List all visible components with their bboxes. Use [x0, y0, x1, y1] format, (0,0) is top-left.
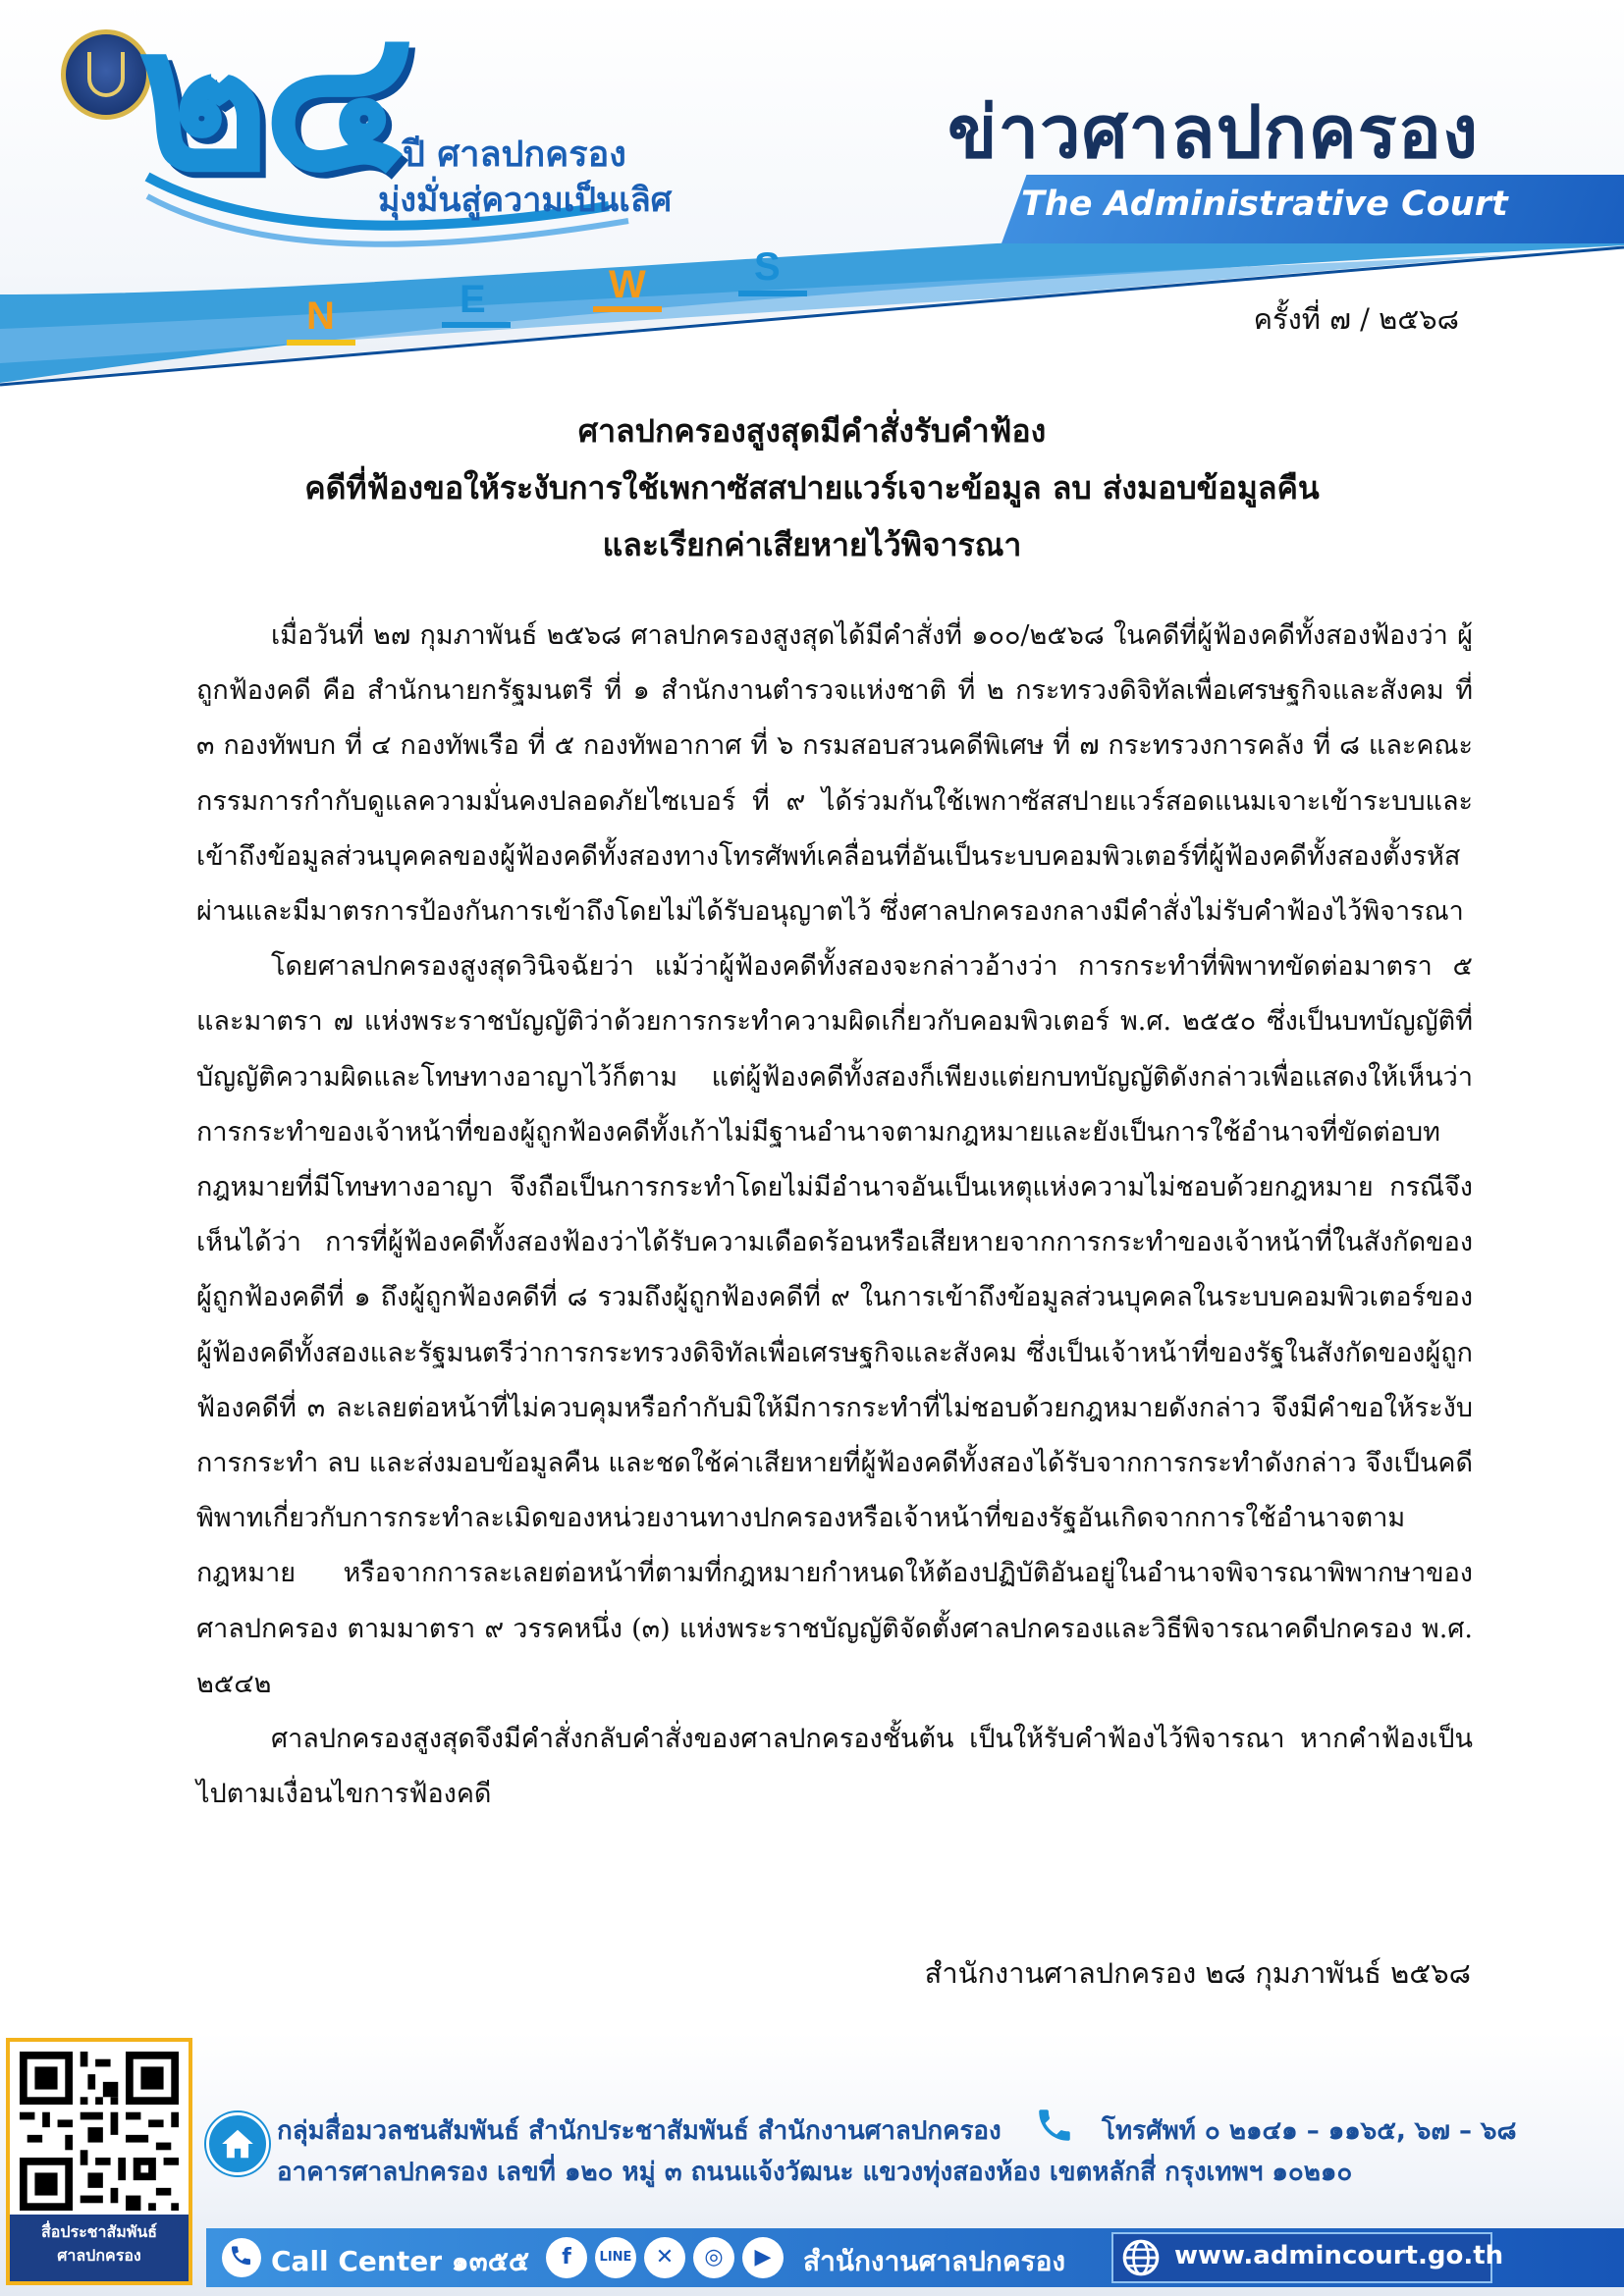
newsletter-title-th: ข่าวศาลปกครอง [947, 90, 1480, 175]
title-line: ศาลปกครองสูงสุดมีคำสั่งรับคำฟ้อง [577, 412, 1047, 450]
anniversary-line1: ปี ศาลปกครอง [403, 134, 626, 175]
contact-phone: โทรศัพท์ ๐ ๒๑๔๑ – ๑๑๖๕, ๖๗ – ๖๘ [1102, 2116, 1517, 2146]
body-paragraph: เมื่อวันที่ ๒๗ กุมภาพันธ์ ๒๕๖๘ ศาลปกครองสูงสุดได้มีคำสั่งที่ ๑๐๐/๒๕๖๘ ในคดีที่ผู้ฟ้องคดีทั้งสองฟ้องว่า ผู้ถูกฟ้องคดี คือ สำนักนายกรัฐมนตรี ที่ ๑ สำนักงานตำรวจแห่งชาติ ที่ ๒ กระทรวงดิจิทัลเพื่อเศรษฐกิจและสังคม ที่ ๓ กองทัพบก ที่ ๔ กองทัพเรือ ที่ ๕ กองทัพอากาศ ที่ ๖ กรมสอบสวนคดีพิเศษ ที่ ๗ กระทรวงการคลัง ที่ ๘ และคณะกรรมการกำกับดูแลความมั่นคงปลอดภัยไซเบอร์ ที่ ๙ ได้ร่วมกันใช้เพกาซัสสปายแวร์สอดแนมเจาะเข้าระบบและเข้าถึงข้อมูลส่วนบุคคลของผู้ฟ้องคดีทั้งสองทางโทรศัพท์เคลื่อนที่อันเป็นระบบคอมพิวเตอร์ที่ผู้ฟ้องคดีทั้งสองตั้งรหัสผ่านและมีมาตรการป้องกันการเข้าถึงโดยไม่ได้รับอนุญาตไว้ ซึ่งศาลปกครองกลางมีคำสั่งไม่รับคำฟ้องไว้พิจารณา [196, 620, 1473, 928]
qr-code-icon[interactable] [20, 2052, 179, 2211]
globe-icon [1121, 2238, 1161, 2277]
news-underline-e [442, 322, 511, 328]
body-paragraph: ศาลปกครองสูงสุดจึงมีคำสั่งกลับคำสั่งของศาลปกครองชั้นต้น เป็นให้รับคำฟ้องไว้พิจารณา หากคำฟ้องเป็นไปตามเงื่อนไขการฟ้องคดี [196, 1724, 1473, 1810]
newsletter-title-en: The Administrative Court [1021, 185, 1508, 224]
line-icon[interactable]: LINE [595, 2237, 636, 2278]
contact-department: กลุ่มสื่อมวลชนสัมพันธ์ สำนักประชาสัมพันธ์ สำนักงานศาลปกครอง [277, 2116, 1001, 2146]
news-underline-w [593, 306, 662, 312]
news-letter-w: W [609, 263, 646, 306]
website-url[interactable]: www.admincourt.go.th [1174, 2241, 1504, 2270]
press-release-body [196, 609, 1473, 1822]
youtube-icon[interactable]: ▶ [742, 2237, 784, 2278]
press-release-title [137, 402, 1487, 573]
contact-address: อาคารศาลปกครอง เลขที่ ๑๒๐ หมู่ ๓ ถนนแจ้งวัฒนะ แขวงทุ่งสองห้อง เขตหลักสี่ กรุงเทพฯ ๑๐๒๑๐ [277, 2158, 1353, 2187]
newsletter-footer [0, 2032, 1624, 2296]
anniversary-line2: มุ่งมั่นสู่ความเป็นเลิศ [378, 181, 673, 220]
x-icon[interactable]: ✕ [644, 2237, 685, 2278]
news-letter-e: E [460, 278, 486, 321]
news-letter-s: S [754, 245, 781, 289]
qr-caption-line1: สื่อประชาสัมพันธ์ [40, 2222, 158, 2241]
facebook-icon[interactable]: f [546, 2237, 587, 2278]
body-paragraph: โดยศาลปกครองสูงสุดวินิจฉัยว่า แม้ว่าผู้ฟ้องคดีทั้งสองจะกล่าวอ้างว่า การกระทำที่พิพาทขัดต่อมาตรา ๕ และมาตรา ๗ แห่งพระราชบัญญัติว่าด้วยการกระทำความผิดเกี่ยวกับคอมพิวเตอร์ พ.ศ. ๒๕๕๐ ซึ่งเป็นบทบัญญัติที่บัญญัติความผิดและโทษทางอาญาไว้ก็ตาม แต่ผู้ฟ้องคดีทั้งสองก็เพียงแต่ยกบทบัญญัติดังกล่าวเพื่อแสดงให้เห็นว่า การกระทำของเจ้าหน้าที่ของผู้ถูกฟ้องคดีทั้งเก้าไม่มีฐานอำนาจตามกฎหมายและยังเป็นการใช้อำนาจที่ขัดต่อบทกฎหมายที่มีโทษทางอาญา จึงถือเป็นการกระทำโดยไม่มีอำนาจอันเป็นเหตุแห่งความไม่ชอบด้วยกฎหมาย กรณีจึงเห็นได้ว่า การที่ผู้ฟ้องคดีทั้งสองฟ้องว่าได้รับความเดือดร้อนหรือเสียหายจากการกระทำของเจ้าหน้าที่ในสังกัดของผู้ถูกฟ้องคดีที่ ๑ ถึงผู้ถูกฟ้องคดีที่ ๘ รวมถึงผู้ถูกฟ้องคดีที่ ๙ ในการเข้าถึงข้อมูลส่วนบุคคลในระบบคอมพิวเตอร์ของผู้ฟ้องคดีทั้งสองและรัฐมนตรีว่าการกระทรวงดิจิทัลเพื่อเศรษฐกิจและสังคม ซึ่งเป็นเจ้าหน้าที่ของรัฐในสังกัดของผู้ถูกฟ้องคดีที่ ๓ ละเลยต่อหน้าที่ไม่ควบคุมหรือกำกับมิให้มีการกระทำที่ไม่ชอบด้วยกฎหมายดังกล่าว จึงมีคำขอให้ระงับการกระทำ ลบ และส่งมอบข้อมูลคืน และชดใช้ค่าเสียหายที่ผู้ฟ้องคดีทั้งสองได้รับจากการกระทำดังกล่าว จึงเป็นคดีพิพาทเกี่ยวกับการกระทำละเมิดของหน่วยงานทางปกครองหรือเจ้าหน้าที่ของรัฐอันเกิดจากการใช้อำนาจตามกฎหมาย หรือจากการละเลยต่อหน้าที่ตามที่กฎหมายกำหนดให้ต้องปฏิบัติอันอยู่ในอำนาจพิจารณาพิพากษาของศาลปกครอง ตามมาตรา ๙ วรรคหนึ่ง (๓) แห่งพระราชบัญญัติจัดตั้งศาลปกครองและวิธีพิจารณาคดีปกครอง พ.ศ. ๒๕๔๒ [196, 951, 1473, 1699]
qr-code-panel[interactable] [6, 2038, 192, 2285]
qr-caption-line2: ศาลปกครอง [57, 2246, 141, 2265]
call-center-number: Call Center ๑๓๕๕ [271, 2245, 530, 2277]
phone-icon [1034, 2105, 1075, 2146]
instagram-icon[interactable]: ◎ [693, 2237, 734, 2278]
news-letter-n: N [306, 294, 335, 338]
agency-name: สำนักงานศาลปกครอง [803, 2245, 1066, 2277]
signature-line: สำนักงานศาลปกครอง ๒๘ กุมภาพันธ์ ๒๕๖๘ [924, 1956, 1471, 1990]
issue-number: ครั้งที่ ๗ / ๒๕๖๘ [1253, 302, 1459, 336]
title-line: และเรียกค่าเสียหายไว้พิจารณา [602, 526, 1022, 563]
anniversary-numeral: ๒๔ [137, 0, 407, 217]
call-center-icon [222, 2238, 261, 2277]
home-icon [206, 2112, 269, 2175]
newsletter-header [0, 0, 1624, 388]
title-line: คดีที่ฟ้องขอให้ระงับการใช้เพกาซัสสปายแวร์เจาะข้อมูล ลบ ส่งมอบข้อมูลคืน [304, 469, 1320, 507]
news-underline-n [287, 340, 355, 346]
news-underline-s [738, 291, 807, 296]
